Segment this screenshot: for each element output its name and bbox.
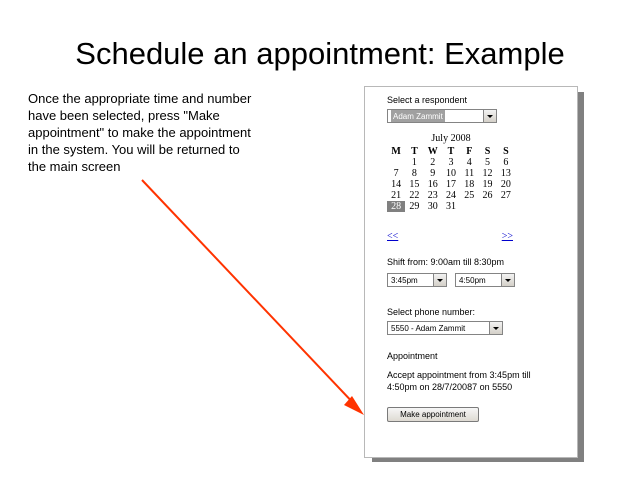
calendar-day[interactable]: 20 xyxy=(500,179,511,190)
calendar-day[interactable]: 26 xyxy=(482,190,493,201)
phone-selected-value: 5550 - Adam Zammit xyxy=(391,324,466,333)
calendar-day[interactable]: 25 xyxy=(464,190,475,201)
calendar-week-row xyxy=(387,168,515,179)
calendar-day[interactable]: 10 xyxy=(445,168,456,179)
calendar-day[interactable]: 27 xyxy=(500,190,511,201)
calendar-weekday: S xyxy=(503,145,509,157)
calendar-weekday: W xyxy=(427,145,438,157)
calendar-day[interactable]: 8 xyxy=(411,168,417,179)
calendar-prev-link[interactable]: << xyxy=(387,231,399,242)
calendar-day[interactable]: 4 xyxy=(466,157,472,168)
calendar-day[interactable]: 17 xyxy=(445,179,456,190)
shift-label: Shift from: 9:00am till 8:30pm xyxy=(387,257,505,267)
respondent-label: Select a respondent xyxy=(387,95,468,105)
calendar-weekday: T xyxy=(411,145,418,157)
phone-label: Select phone number: xyxy=(387,307,476,317)
time-from-select[interactable] xyxy=(387,273,447,287)
page-title: Schedule an appointment: Example xyxy=(75,36,565,71)
chevron-down-icon[interactable] xyxy=(433,274,446,286)
calendar-day[interactable]: 3 xyxy=(448,157,454,168)
calendar-day[interactable]: 13 xyxy=(500,168,511,179)
calendar-day[interactable]: 5 xyxy=(485,157,491,168)
respondent-select[interactable] xyxy=(387,109,497,123)
make-appointment-button[interactable]: Make appointment xyxy=(387,407,479,422)
calendar-header-row xyxy=(387,145,515,157)
calendar-week-row xyxy=(387,157,515,168)
calendar-day-selected[interactable]: 28 xyxy=(387,201,405,212)
calendar-day[interactable] xyxy=(387,157,405,168)
calendar-day[interactable]: 29 xyxy=(409,201,420,212)
calendar-day[interactable]: 16 xyxy=(427,179,438,190)
appointment-heading: Appointment xyxy=(387,351,438,361)
calendar-day[interactable]: 7 xyxy=(393,168,399,179)
calendar-month-title: July 2008 xyxy=(431,133,471,144)
calendar-day[interactable]: 9 xyxy=(430,168,436,179)
time-to-select[interactable] xyxy=(455,273,515,287)
calendar-week-row xyxy=(387,179,515,190)
calendar-day[interactable]: 30 xyxy=(427,201,438,212)
calendar-day[interactable]: 23 xyxy=(427,190,438,201)
calendar-weekday: M xyxy=(391,145,401,157)
calendar xyxy=(387,133,515,212)
chevron-down-icon[interactable] xyxy=(483,110,496,122)
calendar-day[interactable]: 19 xyxy=(482,179,493,190)
time-to-value: 4:50pm xyxy=(459,276,486,285)
calendar-day[interactable] xyxy=(497,201,515,212)
respondent-selected-value: Adam Zammit xyxy=(393,112,443,121)
calendar-day[interactable]: 12 xyxy=(482,168,493,179)
calendar-day[interactable] xyxy=(478,201,496,212)
calendar-day[interactable]: 14 xyxy=(391,179,402,190)
calendar-day[interactable]: 15 xyxy=(409,179,420,190)
calendar-week-row xyxy=(387,201,515,212)
calendar-weekday: S xyxy=(484,145,491,157)
chevron-down-icon[interactable] xyxy=(489,322,502,334)
calendar-day[interactable]: 6 xyxy=(503,157,509,168)
calendar-week-row xyxy=(387,190,515,201)
calendar-next-link[interactable]: >> xyxy=(501,231,513,242)
calendar-day[interactable]: 31 xyxy=(445,201,456,212)
calendar-day[interactable]: 2 xyxy=(430,157,436,168)
calendar-day[interactable]: 21 xyxy=(391,190,402,201)
calendar-weekday: T xyxy=(447,145,455,157)
callout-text: Once the appropriate time and number have been selected, press "Make appointment" to make the appointment in the system. You will be returned to the main screen xyxy=(28,91,252,174)
appointment-description: Accept appointment from 3:45pm till 4:50pm on 28/7/20087 on 5550 xyxy=(387,370,531,392)
app-screenshot xyxy=(364,86,578,458)
calendar-day[interactable]: 18 xyxy=(464,179,475,190)
calendar-day[interactable]: 24 xyxy=(445,190,456,201)
chevron-down-icon[interactable] xyxy=(501,274,514,286)
calendar-day[interactable]: 11 xyxy=(464,168,475,179)
time-from-value: 3:45pm xyxy=(391,276,418,285)
calendar-table xyxy=(387,145,515,212)
calendar-day[interactable]: 1 xyxy=(411,157,417,168)
phone-select[interactable] xyxy=(387,321,503,335)
calendar-weekday: F xyxy=(466,145,473,157)
calendar-day[interactable] xyxy=(460,201,478,212)
calendar-day[interactable]: 22 xyxy=(409,190,420,201)
